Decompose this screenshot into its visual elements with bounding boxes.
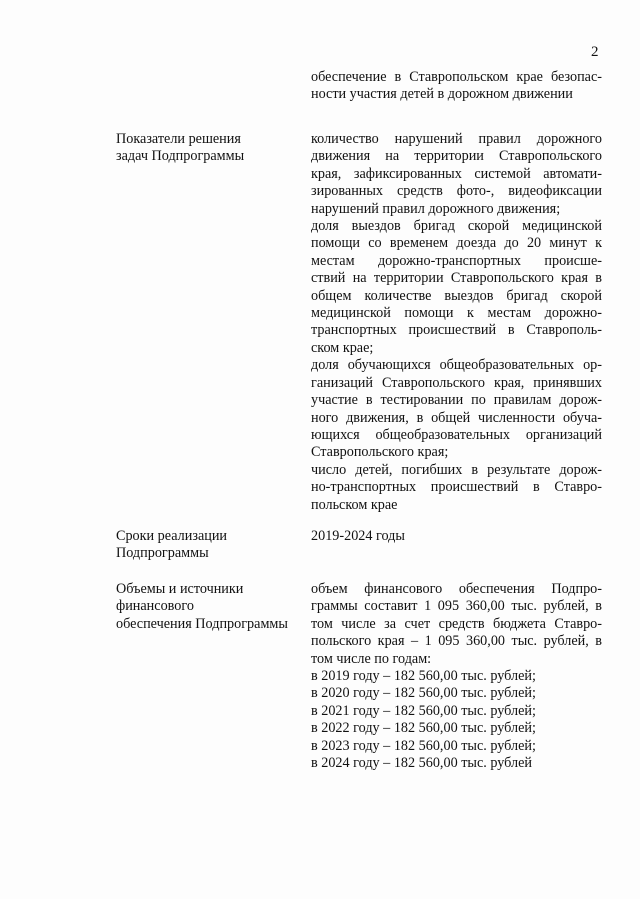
label-line: обеспечения Подпрограммы [116,615,288,632]
label-line: финансового [116,598,194,615]
section-value [311,581,602,772]
section-label [116,581,296,633]
value-line: в 2019 году – 182 560,00 тыс. рублей; [311,668,536,685]
section-value [311,528,602,545]
value-line: ствий на территории Ставропольского края в [311,270,602,287]
section-value [311,131,602,514]
value-line: доля обучающихся общеобразовательных ор- [311,357,602,374]
value-line: ного движения, в общей численности обуча- [311,409,602,426]
page-number: 2 [591,44,599,60]
value-line: объем финансового обеспечения Подпро- [311,581,602,597]
value-line: ском крае; [311,339,374,356]
intro-text [311,69,602,104]
value-line: но-транспортных происшествий в Ставро- [311,479,602,496]
value-line: том числе по годам: [311,650,432,667]
label-line: Объемы и источники [116,581,244,597]
value-line: доля выездов бригад скорой медицинской [311,218,602,235]
value-line: 2019-2024 годы [311,528,405,544]
section-label [116,131,296,166]
intro-line: обеспечение в Ставропольском крае безопас- [311,69,602,85]
value-line: помощи со временем доезда до 20 минут к [311,235,602,252]
value-line: ющихся общеобразовательных организаций [311,426,602,443]
section-label [116,528,296,563]
value-line: польского края – 1 095 360,00 тыс. рублей, в [311,633,602,650]
value-line: местам дорожно-транспортных происше- [311,252,602,269]
intro-line: ности участия детей в дорожном движении [311,86,573,103]
label-line: задач Подпрограммы [116,148,245,165]
value-line: нарушений правил дорожного движения; [311,200,561,217]
value-line: польском крае [311,496,398,513]
value-line: граммы составит 1 095 360,00 тыс. рублей, в [311,598,602,615]
value-line: края, зафиксированных системой автомати- [311,165,602,182]
value-line: том числе за счет средств бюджета Ставро- [311,615,602,632]
value-line: в 2020 году – 182 560,00 тыс. рублей; [311,685,536,702]
value-line: в 2022 году – 182 560,00 тыс. рублей; [311,720,536,737]
value-line: общем количестве выездов бригад скорой [311,287,602,304]
value-line: зированных средств фото-, видеофиксации [311,183,602,200]
value-line: транспортных происшествий в Ставрополь- [311,322,602,339]
value-line: в 2024 году – 182 560,00 тыс. рублей [311,755,532,772]
value-line: движения на территории Ставропольского [311,148,602,165]
value-line: участие в тестировании по правилам дорож- [311,392,602,409]
label-line: Сроки реализации [116,528,228,544]
value-line: число детей, погибших в результате дорож- [311,461,602,478]
value-line: в 2021 году – 182 560,00 тыс. рублей; [311,702,536,719]
value-line: медицинской помощи к местам дорожно- [311,305,602,322]
value-line: в 2023 году – 182 560,00 тыс. рублей; [311,737,536,754]
value-line: ганизаций Ставропольского края, принявших [311,374,602,391]
value-line: Ставропольского края; [311,444,449,461]
label-line: Подпрограммы [116,545,209,562]
value-line: количество нарушений правил дорожного [311,131,602,147]
label-line: Показатели решения [116,131,241,147]
